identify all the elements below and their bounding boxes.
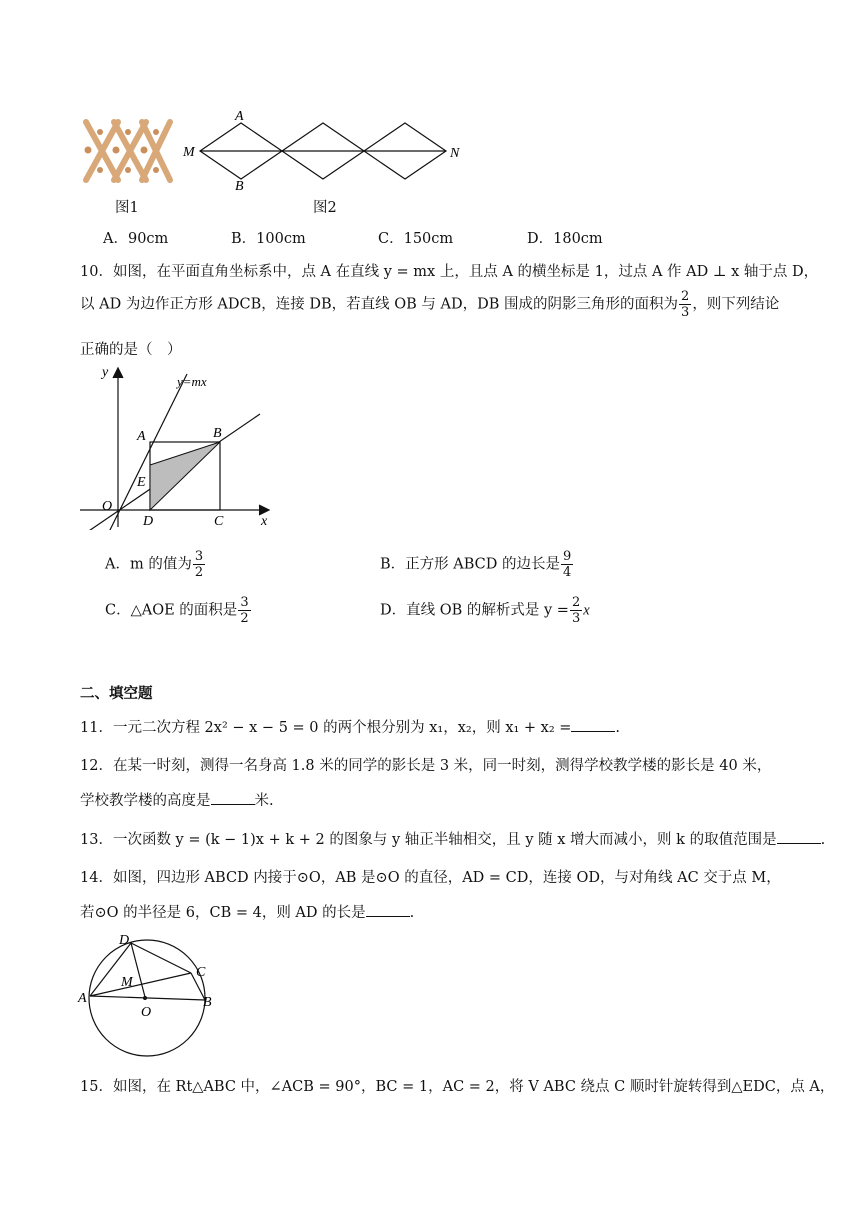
q12-line2: 学校教学楼的高度是 米.	[80, 789, 274, 810]
q10-line3: 正确的是（ ）	[80, 342, 182, 358]
q10-line1: 10．如图，在平面直角坐标系中，点 A 在直线 y = mx 上，且点 A 的横坐标是 1，过点 A 作 AD ⊥ x 轴于点 D，	[80, 264, 819, 280]
point-b-label: B	[213, 426, 222, 441]
q11: 11．一元二次方程 2x² − x − 5 = 0 的两个根分别为 x₁，x₂，则 x₁ + x₂ = .	[80, 716, 620, 737]
point-c-label: C	[214, 514, 224, 529]
section-heading: 二、填空题	[80, 686, 153, 702]
label-a: A	[235, 109, 244, 124]
label-a: A	[78, 991, 87, 1006]
point-a-label: A	[137, 429, 146, 444]
label-n: N	[450, 146, 460, 161]
q12-line1: 12．在某一时刻，测得一名身高 1.8 米的同学的影长是 3 米，同一时刻，测得学校教学楼的影长是 40 米，	[80, 758, 772, 774]
q10-option-a: A．m 的值为 $\frac{3}{2}$	[105, 549, 204, 580]
q13: 13．一次函数 y = (k − 1)x + k + 2 的图象与 y 轴正半轴相交，且 y 随 x 增大而减小，则 k 的取值范围是 .	[80, 828, 825, 849]
q10-coordinate-figure	[75, 362, 280, 530]
rhombus-chain-figure	[180, 108, 470, 194]
q10-option-b: B．正方形 ABCD 的边长是 $\frac{9}{4}$	[380, 549, 572, 580]
wooden-hook-rack-figure	[78, 110, 178, 192]
label-d: D	[119, 933, 130, 948]
origin-o-label: O	[102, 499, 113, 514]
q9-option-a: A．90cm	[103, 231, 169, 247]
figure-1-caption: 图1	[115, 200, 139, 216]
label-b: B	[203, 995, 212, 1010]
point-d-label: D	[143, 514, 154, 529]
q9-option-b: B．100cm	[231, 231, 306, 247]
label-o: O	[141, 1005, 152, 1020]
figure-2-caption: 图2	[313, 200, 337, 216]
q15: 15．如图，在 Rt△ABC 中，∠ACB = 90°，BC = 1，AC = 2，将 V ABC 绕点 C 顺时针旋转得到△EDC，点 A，	[80, 1079, 835, 1095]
q10-line2: 以 AD 为边作正方形 ADCB，连接 DB，若直线 OB 与 AD，DB 围成的阴影三角形的面积为 $\frac{2}{3}$ ，则下列结论	[80, 289, 780, 320]
axis-y-label: y	[102, 365, 109, 380]
label-m: M	[183, 145, 195, 160]
line-ymx-label: y=mx	[177, 374, 207, 389]
q14-line1: 14．如图，四边形 ABCD 内接于⊙O，AB 是⊙O 的直径，AD = CD，连接 OD，与对角线 AC 交于点 M，	[80, 870, 781, 886]
q10-option-c: C．△AOE 的面积是 $\frac{3}{2}$	[105, 595, 249, 626]
label-m: M	[121, 975, 133, 990]
q14-line2: 若⊙O 的半径是 6，CB = 4，则 AD 的长是 .	[80, 901, 414, 922]
label-b: B	[235, 179, 244, 194]
q9-option-d: D．180cm	[527, 231, 603, 247]
q10-option-d: D．直线 OB 的解析式是 y = $\frac{2}{3}$ x	[380, 595, 590, 626]
q14-circle-figure	[75, 928, 225, 1060]
axis-x-label: x	[261, 514, 268, 529]
q9-option-c: C．150cm	[378, 231, 454, 247]
label-c: C	[196, 965, 206, 980]
point-e-label: E	[137, 475, 146, 490]
